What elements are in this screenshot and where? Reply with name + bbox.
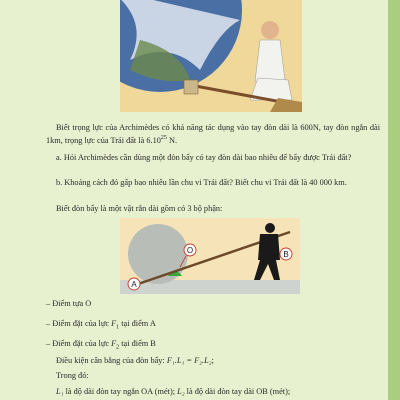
item-force-1: – Điểm đặt của lực $F_1$ tại điểm A (46, 319, 156, 331)
item-force-2: – Điểm đặt của lực $F_2$ tại điểm B (46, 339, 156, 351)
item-fulcrum: – Điểm tựa O (46, 299, 92, 308)
lever-intro: Biết đòn bẩy là một vật rắn dài gồm có 3 bộ phận: (56, 204, 223, 213)
page-edge-stripe (388, 0, 400, 400)
question-a: a. Hỏi Archimèdes cần dùng một đòn bẩy có tay đòn dài bao nhiêu để bẩy được Trái đất? (56, 153, 352, 162)
problem-intro: Biết trọng lực của Archimèdes có khả năng tác dụng vào tay đòn dài là 600N, tay đòn ngắn dài 1km, trọng lực của Trái đất là 6.10$^{25}$ N. (46, 123, 380, 145)
where-label: Trong đó: (56, 371, 89, 380)
textbook-page (34, 0, 382, 400)
balance-condition: Điều kiện cân bằng của đòn bẩy: F₁.L₁ = F₂.L₂; (56, 356, 214, 365)
lever-arm-definitions: L₁ là độ dài đòn tay ngắn OA (mét); L₂ là độ dài đòn tay dài OB (mét); (56, 387, 291, 396)
lever-illustration (120, 218, 300, 294)
archimedes-illustration (120, 0, 302, 112)
point-b-label: B (283, 250, 289, 259)
point-a-label: A (131, 280, 137, 289)
question-b: b. Khoảng cách đó gấp bao nhiêu lần chu vi Trái đất? Biết chu vi Trái đất là 40 000 km. (56, 178, 347, 187)
point-o-label: O (186, 246, 194, 255)
